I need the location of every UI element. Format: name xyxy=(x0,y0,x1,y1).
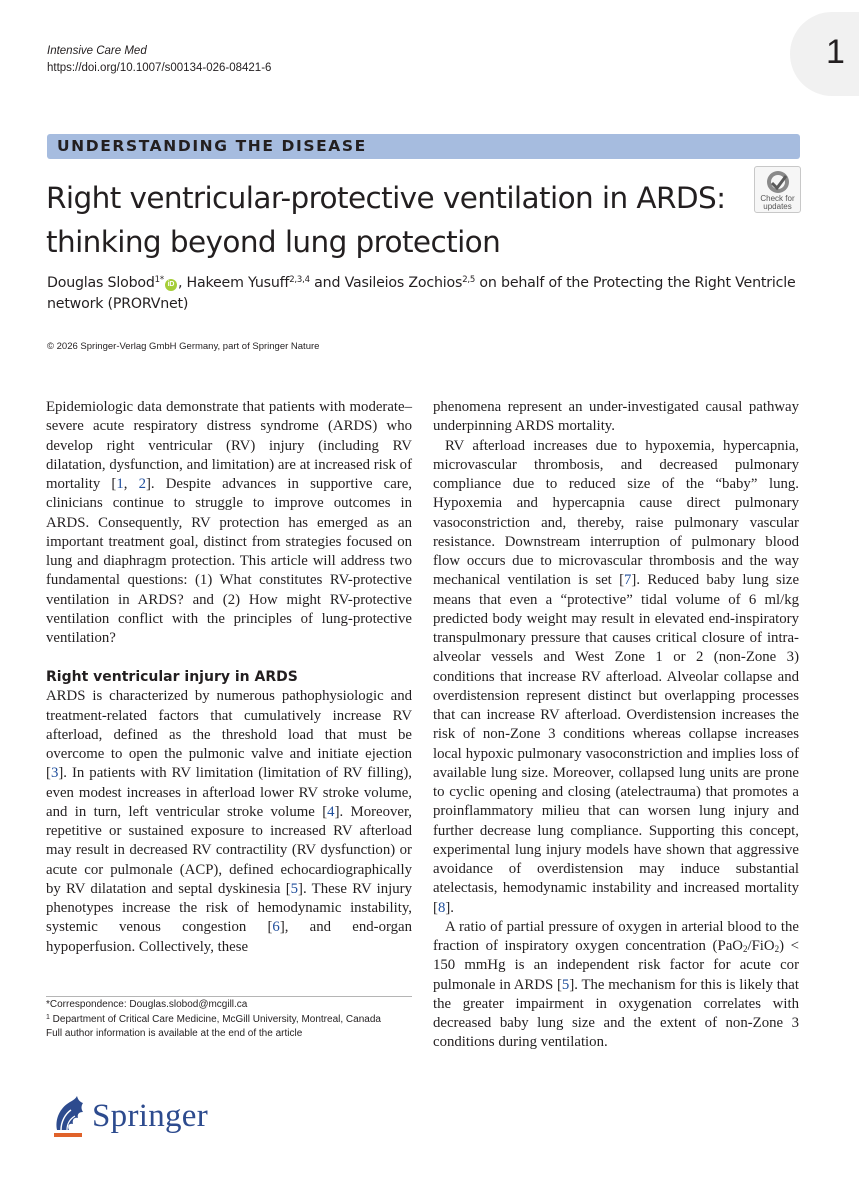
springer-logo-text: Springer xyxy=(92,1098,209,1134)
body-paragraph: phenomena represent an under-investigated causal pathway underpinning ARDS mortality. xyxy=(433,399,799,435)
article-type-label: UNDERSTANDING THE DISEASE xyxy=(57,137,367,155)
citation-link[interactable]: 5 xyxy=(290,880,299,897)
page-number-tab xyxy=(790,12,859,96)
check-updates-line2: updates xyxy=(763,202,792,211)
article-type-banner xyxy=(47,134,800,159)
body-column-left xyxy=(46,398,412,957)
author-info-note: Full author information is available at the end of the article xyxy=(46,1028,303,1039)
citation-link[interactable]: 1 xyxy=(116,476,124,492)
body-column-right xyxy=(433,398,799,1053)
citation-link[interactable]: 5 xyxy=(561,976,570,993)
author-name[interactable]: and Vasileios Zochios xyxy=(309,275,463,291)
body-paragraph: ARDS is characterized by numerous pathophysiologic and treatment-related factors that cumulatively increase RV afterload, defined as the threshold load that must be overcome to open the pulmonic valve and initiate ejection [3]. In patients with RV limitation (limitation of RV filling), even modest increases in afterload lower RV stroke volume, and in turn, left ventricular stroke volume [4]. Moreover, repetitive or sustained exposure to increased RV afterload may result in decreased RV contractility (RV dysfunction) or acute cor pulmonale (ACP), defined echocardiographically by RV dilatation and septal dyskinesia [5]. These RV injury phenotypes increase the risk of hemodynamic instability, systemic venous congestion [6], and end-organ hypoperfusion. Collectively, these xyxy=(46,688,412,955)
footnote-divider xyxy=(46,996,412,997)
author-affiliation-sup: 2,3,4 xyxy=(289,275,310,285)
check-for-updates-badge[interactable] xyxy=(754,166,801,213)
check-updates-icon xyxy=(766,170,790,194)
footnotes xyxy=(46,998,412,1042)
correspondence-note[interactable]: *Correspondence: Douglas.slobod@mcgill.ca xyxy=(46,999,248,1010)
citation-link[interactable]: 6 xyxy=(272,919,280,936)
body-paragraph: A ratio of partial pressure of oxygen in arterial blood to the fraction of inspiratory oxygen concentration (PaO$_2$/FiO$_2$) < 150 mmHg is an independent risk factor for acute cor pulmonale in ARDS [5]. The mechanism for this is likely that the greater impairment in oxygenation correlates with decreased baby lung size and the extent of non-Zone 3 conditions during ventilation. xyxy=(433,918,799,1051)
citation-link[interactable]: 7 xyxy=(624,572,632,589)
citation-link[interactable]: 3 xyxy=(50,765,59,782)
author-group: on behalf of the Protecting the Right Ventricle network (PRORVnet) xyxy=(47,275,796,312)
citation-link[interactable]: 2 xyxy=(138,476,146,492)
affiliation-note: $^1$ Department of Critical Care Medicine, McGill University, Montreal, Canada xyxy=(46,1013,381,1025)
copyright-notice: © 2026 Springer-Verlag GmbH Germany, part of Springer Nature xyxy=(47,341,320,352)
journal-name: Intensive Care Med xyxy=(47,45,147,57)
author-list xyxy=(47,273,807,315)
intro-paragraph: Epidemiologic data demonstrate that patients with moderate–severe acute respiratory distress syndrome (ARDS) who develop right ventricular (RV) injury (including RV dilatation, dysfunction, and limitation) are at increased risk of mortality [1, 2]. Despite advances in supportive care, clinicians continue to struggle to improve outcomes in ARDS. Consequently, RV protection has emerged as an important treatment goal, distinct from strategies focused on lung and diaphragm protection. This article will address two fundamental questions: (1) What constitutes RV-protective ventilation in ARDS? and (2) How might RV-protective ventilation conflict with the principles of lung-protective ventilation? xyxy=(46,399,412,646)
check-updates-line1: Check for xyxy=(760,194,795,203)
section-heading: Right ventricular injury in ARDS xyxy=(46,669,298,686)
citation-link[interactable]: 4 xyxy=(327,803,335,820)
author-name[interactable]: Douglas Slobod xyxy=(47,275,155,291)
article-title: Right ventricular-protective ventilation in ARDS: thinking beyond lung protection xyxy=(46,181,726,259)
body-paragraph: RV afterload increases due to hypoxemia, hypercapnia, microvascular thrombosis, and decreased pulmonary compliance due to reduced size of the “baby” lung. Hypoxemia and hypercapnia cause direct pulmonary vasoconstriction and, thereby, raise pulmonary vascular resistance. Downstream interruption of pulmonary blood flow occurs due to microvascular thrombosis and the way mechanical ventilation is set [7]. Reduced baby lung size means that even a “protective” tidal volume of 6 ml/kg predicted body weight may result in elevated end-inspiratory transpulmonary pressure that causes critical closure of intra-alveolar vessels and West Zone 1 or 2 (non-Zone 3) conditions that increase RV afterload. Alveolar collapse and overdistension represent distinct but overlapping processes that can increase RV afterload. Overdistension increases the risk of non-Zone 3 conditions whereas collapse increases local hypoxic pulmonary vasoconstriction and implies loss of available lung size. Moreover, collapsed lung units are prone to cyclic opening and closing (atelectrauma) that promotes a proinflammatory milieu that can worsen lung injury and further decrease lung compliance. Supporting this concept, experimental lung injury models have shown that aggressive avoidance of overdistension may induce substantial atelectasis, hemodynamic instability and increased mortality [8]. xyxy=(433,437,800,916)
logo-accent-bar xyxy=(54,1133,82,1137)
doi-link[interactable]: https://doi.org/10.1007/s00134-026-08421-6 xyxy=(47,62,272,74)
orcid-icon[interactable]: iD xyxy=(165,279,177,291)
author-name[interactable]: , Hakeem Yusuff xyxy=(177,275,290,291)
citation-link[interactable]: 8 xyxy=(437,899,446,916)
author-affiliation-sup: 2,5 xyxy=(462,275,476,285)
page-number: 1 xyxy=(826,33,845,71)
author-affiliation-sup: 1* xyxy=(154,275,164,285)
